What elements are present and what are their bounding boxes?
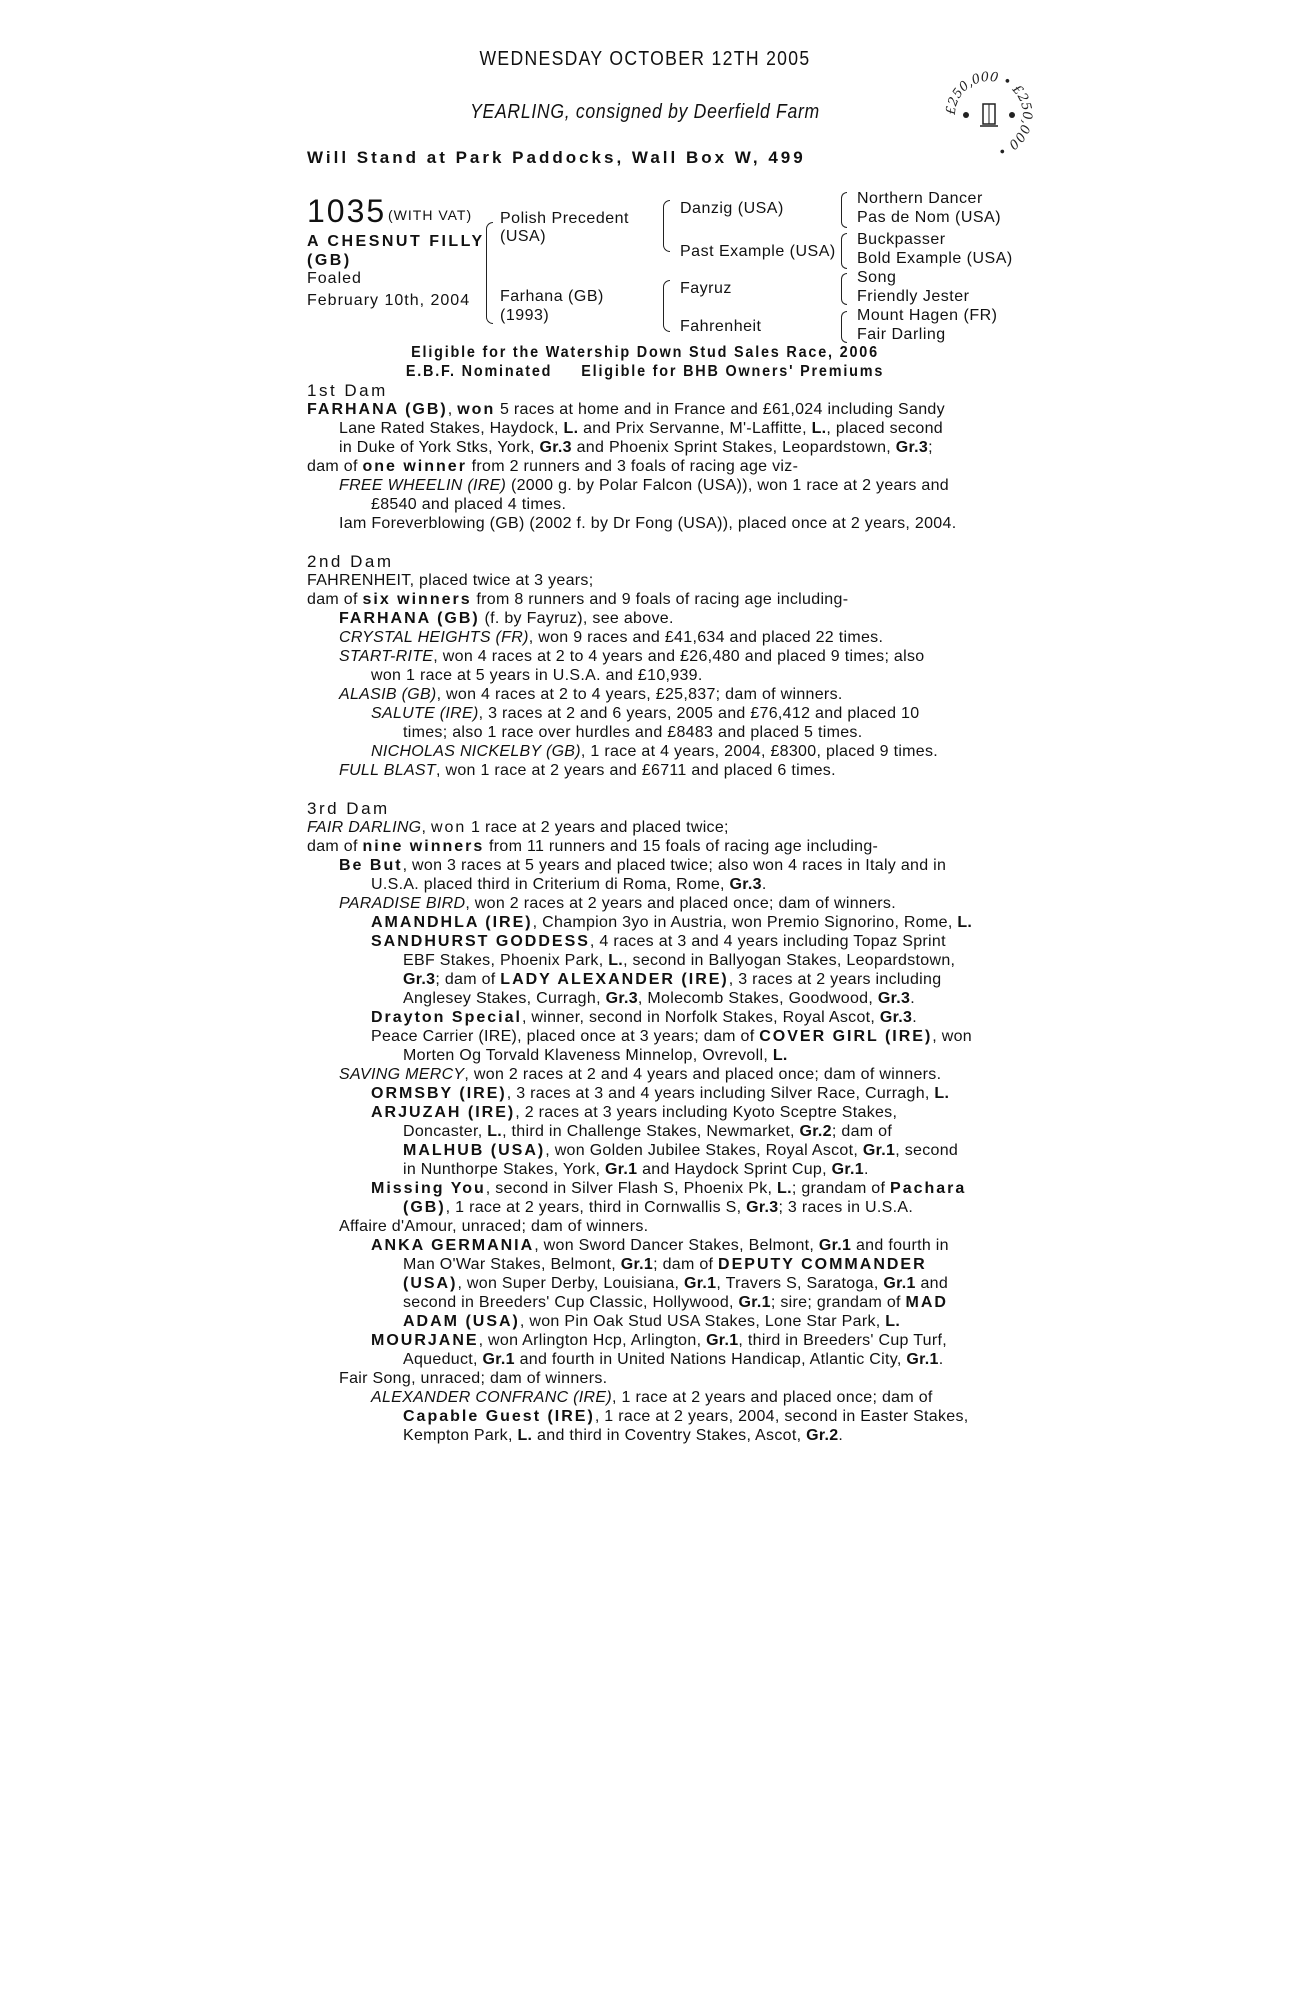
pedigree-brace-ggp-2 xyxy=(841,233,847,269)
ggp-pas-de-nom: Pas de Nom (USA) xyxy=(857,209,1002,226)
section-gap xyxy=(307,780,997,799)
pedigree-text-line: won 1 race at 5 years in U.S.A. and £10,939. xyxy=(371,667,703,684)
pedigree-text-line: Missing You, second in Silver Flash S, Phoenix Pk, L.; grandam of Pachara xyxy=(371,1180,967,1197)
pedigree-text-line: ORMSBY (IRE), 3 races at 3 and 4 years including Silver Race, Curragh, L. xyxy=(371,1085,950,1102)
pedigree-text-line: ALASIB (GB), won 4 races at 2 to 4 years, £25,837; dam of winners. xyxy=(339,686,843,703)
pedigree-text-line: AMANDHLA (IRE), Champion 3yo in Austria, won Premio Signorino, Rome, L. xyxy=(371,914,973,931)
sire-dam-name: Past Example (USA) xyxy=(680,243,836,260)
catalogue-body xyxy=(307,381,997,1445)
sire-suffix: (USA) xyxy=(500,228,547,245)
ggp-bold-example: Bold Example (USA) xyxy=(857,250,1013,267)
sire-name: Polish Precedent xyxy=(500,210,629,227)
dam-name: Farhana (GB) xyxy=(500,288,604,305)
stand-location: Will Stand at Park Paddocks, Wall Box W, 499 xyxy=(307,148,806,167)
ggp-fair-darling: Fair Darling xyxy=(857,326,946,343)
lot-description: A CHESNUT FILLY xyxy=(307,233,485,250)
pedigree-text-line: dam of six winners from 8 runners and 9 foals of racing age including- xyxy=(307,591,849,608)
first-dam-section xyxy=(307,400,997,533)
pedigree-text-line: Morten Og Torvald Klaveness Minnelop, Ovrevoll, L. xyxy=(403,1047,788,1064)
pedigree-brace-dam-line xyxy=(663,280,670,332)
pedigree-text-line: NICHOLAS NICKELBY (GB), 1 race at 4 years, 2004, £8300, placed 9 times. xyxy=(371,743,939,760)
pedigree-text-line: FAHRENHEIT, placed twice at 3 years; xyxy=(307,572,594,589)
foaled-date: February 10th, 2004 xyxy=(307,292,471,309)
pedigree-text-line: Aqueduct, Gr.1 and fourth in United Nations Handicap, Atlantic City, Gr.1. xyxy=(403,1351,944,1368)
second-dam-heading: 2nd Dam xyxy=(307,552,394,571)
pedigree-text-line: £8540 and placed 4 times. xyxy=(371,496,567,513)
pedigree-text-line: FARHANA (GB), won 5 races at home and in France and £61,024 including Sandy xyxy=(307,401,945,418)
foaled-label: Foaled xyxy=(307,270,362,287)
pedigree-text-line: (GB), 1 race at 2 years, third in Cornwallis S, Gr.3; 3 races in U.S.A. xyxy=(403,1199,914,1216)
pedigree-text-line: in Duke of York Stks, York, Gr.3 and Phoenix Sprint Stakes, Leopardstown, Gr.3; xyxy=(339,439,933,456)
pedigree-text-line: MALHUB (USA), won Golden Jubilee Stakes, Royal Ascot, Gr.1, second xyxy=(403,1142,959,1159)
pedigree-brace-ggp-4 xyxy=(841,311,847,343)
dam-dam-name: Fahrenheit xyxy=(680,318,762,335)
pedigree-text-line: Peace Carrier (IRE), placed once at 3 years; dam of COVER GIRL (IRE), won xyxy=(371,1028,973,1045)
ggp-song: Song xyxy=(857,269,897,286)
svg-text:£250,000 • £250,000 •: £250,000 • £250,000 • xyxy=(944,70,1034,159)
ggp-mount-hagen: Mount Hagen (FR) xyxy=(857,307,998,324)
pedigree-text-line: Doncaster, L., third in Challenge Stakes, Newmarket, Gr.2; dam of xyxy=(403,1123,893,1140)
pedigree-text-line: START-RITE, won 4 races at 2 to 4 years and £26,480 and placed 9 times; also xyxy=(339,648,925,665)
pedigree-text-line: U.S.A. placed third in Criterium di Roma, Rome, Gr.3. xyxy=(371,876,767,893)
pedigree-text-line: FREE WHEELIN (IRE) (2000 g. by Polar Falcon (USA)), won 1 race at 2 years and xyxy=(339,477,949,494)
sale-date: WEDNESDAY OCTOBER 12TH 2005 xyxy=(479,48,811,70)
pedigree-text-line: dam of nine winners from 11 runners and 15 foals of racing age including- xyxy=(307,838,879,855)
pedigree-text-line: SALUTE (IRE), 3 races at 2 and 6 years, 2005 and £76,412 and placed 10 xyxy=(371,705,920,722)
pedigree-text-line: FARHANA (GB) (f. by Fayruz), see above. xyxy=(339,610,674,627)
pedigree-text-line: Fair Song, unraced; dam of winners. xyxy=(339,1370,608,1387)
pedigree-text-line: in Nunthorpe Stakes, York, Gr.1 and Haydock Sprint Cup, Gr.1. xyxy=(403,1161,869,1178)
second-dam-section xyxy=(307,571,997,780)
sire-sire-name: Danzig (USA) xyxy=(680,200,784,217)
pedigree-text-line: EBF Stakes, Phoenix Park, L., second in Ballyogan Stakes, Leopardstown, xyxy=(403,952,956,969)
pedigree-text-line: times; also 1 race over hurdles and £8483 and placed 5 times. xyxy=(403,724,863,741)
consignment-line: YEARLING, consigned by Deerfield Farm xyxy=(470,101,820,123)
vat-note: (WITH VAT) xyxy=(388,207,473,223)
ggp-buckpasser: Buckpasser xyxy=(857,231,946,248)
pedigree-text-line: Iam Foreverblowing (GB) (2002 f. by Dr Fong (USA)), placed once at 2 years, 2004. xyxy=(339,515,957,532)
first-dam-heading: 1st Dam xyxy=(307,381,388,400)
pedigree-text-line: Man O'War Stakes, Belmont, Gr.1; dam of DEPUTY COMMANDER xyxy=(403,1256,927,1273)
ggp-northern-dancer: Northern Dancer xyxy=(857,190,983,207)
third-dam-section xyxy=(307,818,997,1445)
pedigree-text-line: Anglesey Stakes, Curragh, Gr.3, Molecomb Stakes, Goodwood, Gr.3. xyxy=(403,990,915,1007)
pedigree-brace-sire-line xyxy=(663,200,670,252)
pedigree-text-line: dam of one winner from 2 runners and 3 foals of racing age viz- xyxy=(307,458,799,475)
pedigree-text-line: Be But, won 3 races at 5 years and placed twice; also won 4 races in Italy and in xyxy=(339,857,947,874)
pedigree-text-line: CRYSTAL HEIGHTS (FR), won 9 races and £41,634 and placed 22 times. xyxy=(339,629,884,646)
ggp-friendly-jester: Friendly Jester xyxy=(857,288,970,305)
eligibility-sales-race: Eligible for the Watership Down Stud Sales Race, 2006 xyxy=(411,344,879,361)
pedigree-text-line: ANKA GERMANIA, won Sword Dancer Stakes, Belmont, Gr.1 and fourth in xyxy=(371,1237,949,1254)
pedigree-brace-parents xyxy=(486,222,493,324)
dam-sire-name: Fayruz xyxy=(680,280,732,297)
pedigree-text-line: SANDHURST GODDESS, 4 races at 3 and 4 years including Topaz Sprint xyxy=(371,933,946,950)
pedigree-text-line: Lane Rated Stakes, Haydock, L. and Prix Servanne, M'-Laffitte, L., placed second xyxy=(339,420,943,437)
pedigree-text-line: Kempton Park, L. and third in Coventry Stakes, Ascot, Gr.2. xyxy=(403,1427,844,1444)
pedigree-text-line: PARADISE BIRD, won 2 races at 2 years and placed once; dam of winners. xyxy=(339,895,896,912)
pedigree-text-line: FAIR DARLING, won 1 race at 2 years and placed twice; xyxy=(307,819,729,836)
section-gap xyxy=(307,533,997,552)
pedigree-text-line: Drayton Special, winner, second in Norfolk Stakes, Royal Ascot, Gr.3. xyxy=(371,1009,918,1026)
pedigree-text-line: Capable Guest (IRE), 1 race at 2 years, 2004, second in Easter Stakes, xyxy=(403,1408,969,1425)
lot-origin: (GB) xyxy=(307,252,352,269)
pedigree-text-line: ARJUZAH (IRE), 2 races at 3 years including Kyoto Sceptre Stakes, xyxy=(371,1104,898,1121)
pedigree-text-line: FULL BLAST, won 1 race at 2 years and £6711 and placed 6 times. xyxy=(339,762,836,779)
pedigree-text-line: (USA), won Super Derby, Louisiana, Gr.1, Travers S, Saratoga, Gr.1 and xyxy=(403,1275,949,1292)
pedigree-text-line: ALEXANDER CONFRANC (IRE), 1 race at 2 years and placed once; dam of xyxy=(371,1389,933,1406)
pedigree-text-line: SAVING MERCY, won 2 races at 2 and 4 years and placed once; dam of winners. xyxy=(339,1066,942,1083)
pedigree-text-line: Gr.3; dam of LADY ALEXANDER (IRE), 3 races at 2 years including xyxy=(403,971,942,988)
third-dam-heading: 3rd Dam xyxy=(307,799,390,818)
pedigree-text-line: Affaire d'Amour, unraced; dam of winners. xyxy=(339,1218,649,1235)
dam-year: (1993) xyxy=(500,307,550,324)
pedigree-text-line: ADAM (USA), won Pin Oak Stud USA Stakes, Lone Star Park, L. xyxy=(403,1313,901,1330)
price-seal-stamp xyxy=(944,70,1034,160)
eligibility-premiums: E.B.F. Nominated Eligible for BHB Owners' Premiums xyxy=(405,363,885,380)
pedigree-brace-ggp-1 xyxy=(841,192,847,228)
pedigree-brace-ggp-3 xyxy=(841,273,847,305)
pedigree-text-line: second in Breeders' Cup Classic, Hollywood, Gr.1; sire; grandam of MAD xyxy=(403,1294,948,1311)
lot-number: 1035 xyxy=(307,193,387,229)
pedigree-text-line: MOURJANE, won Arlington Hcp, Arlington, Gr.1, third in Breeders' Cup Turf, xyxy=(371,1332,947,1349)
